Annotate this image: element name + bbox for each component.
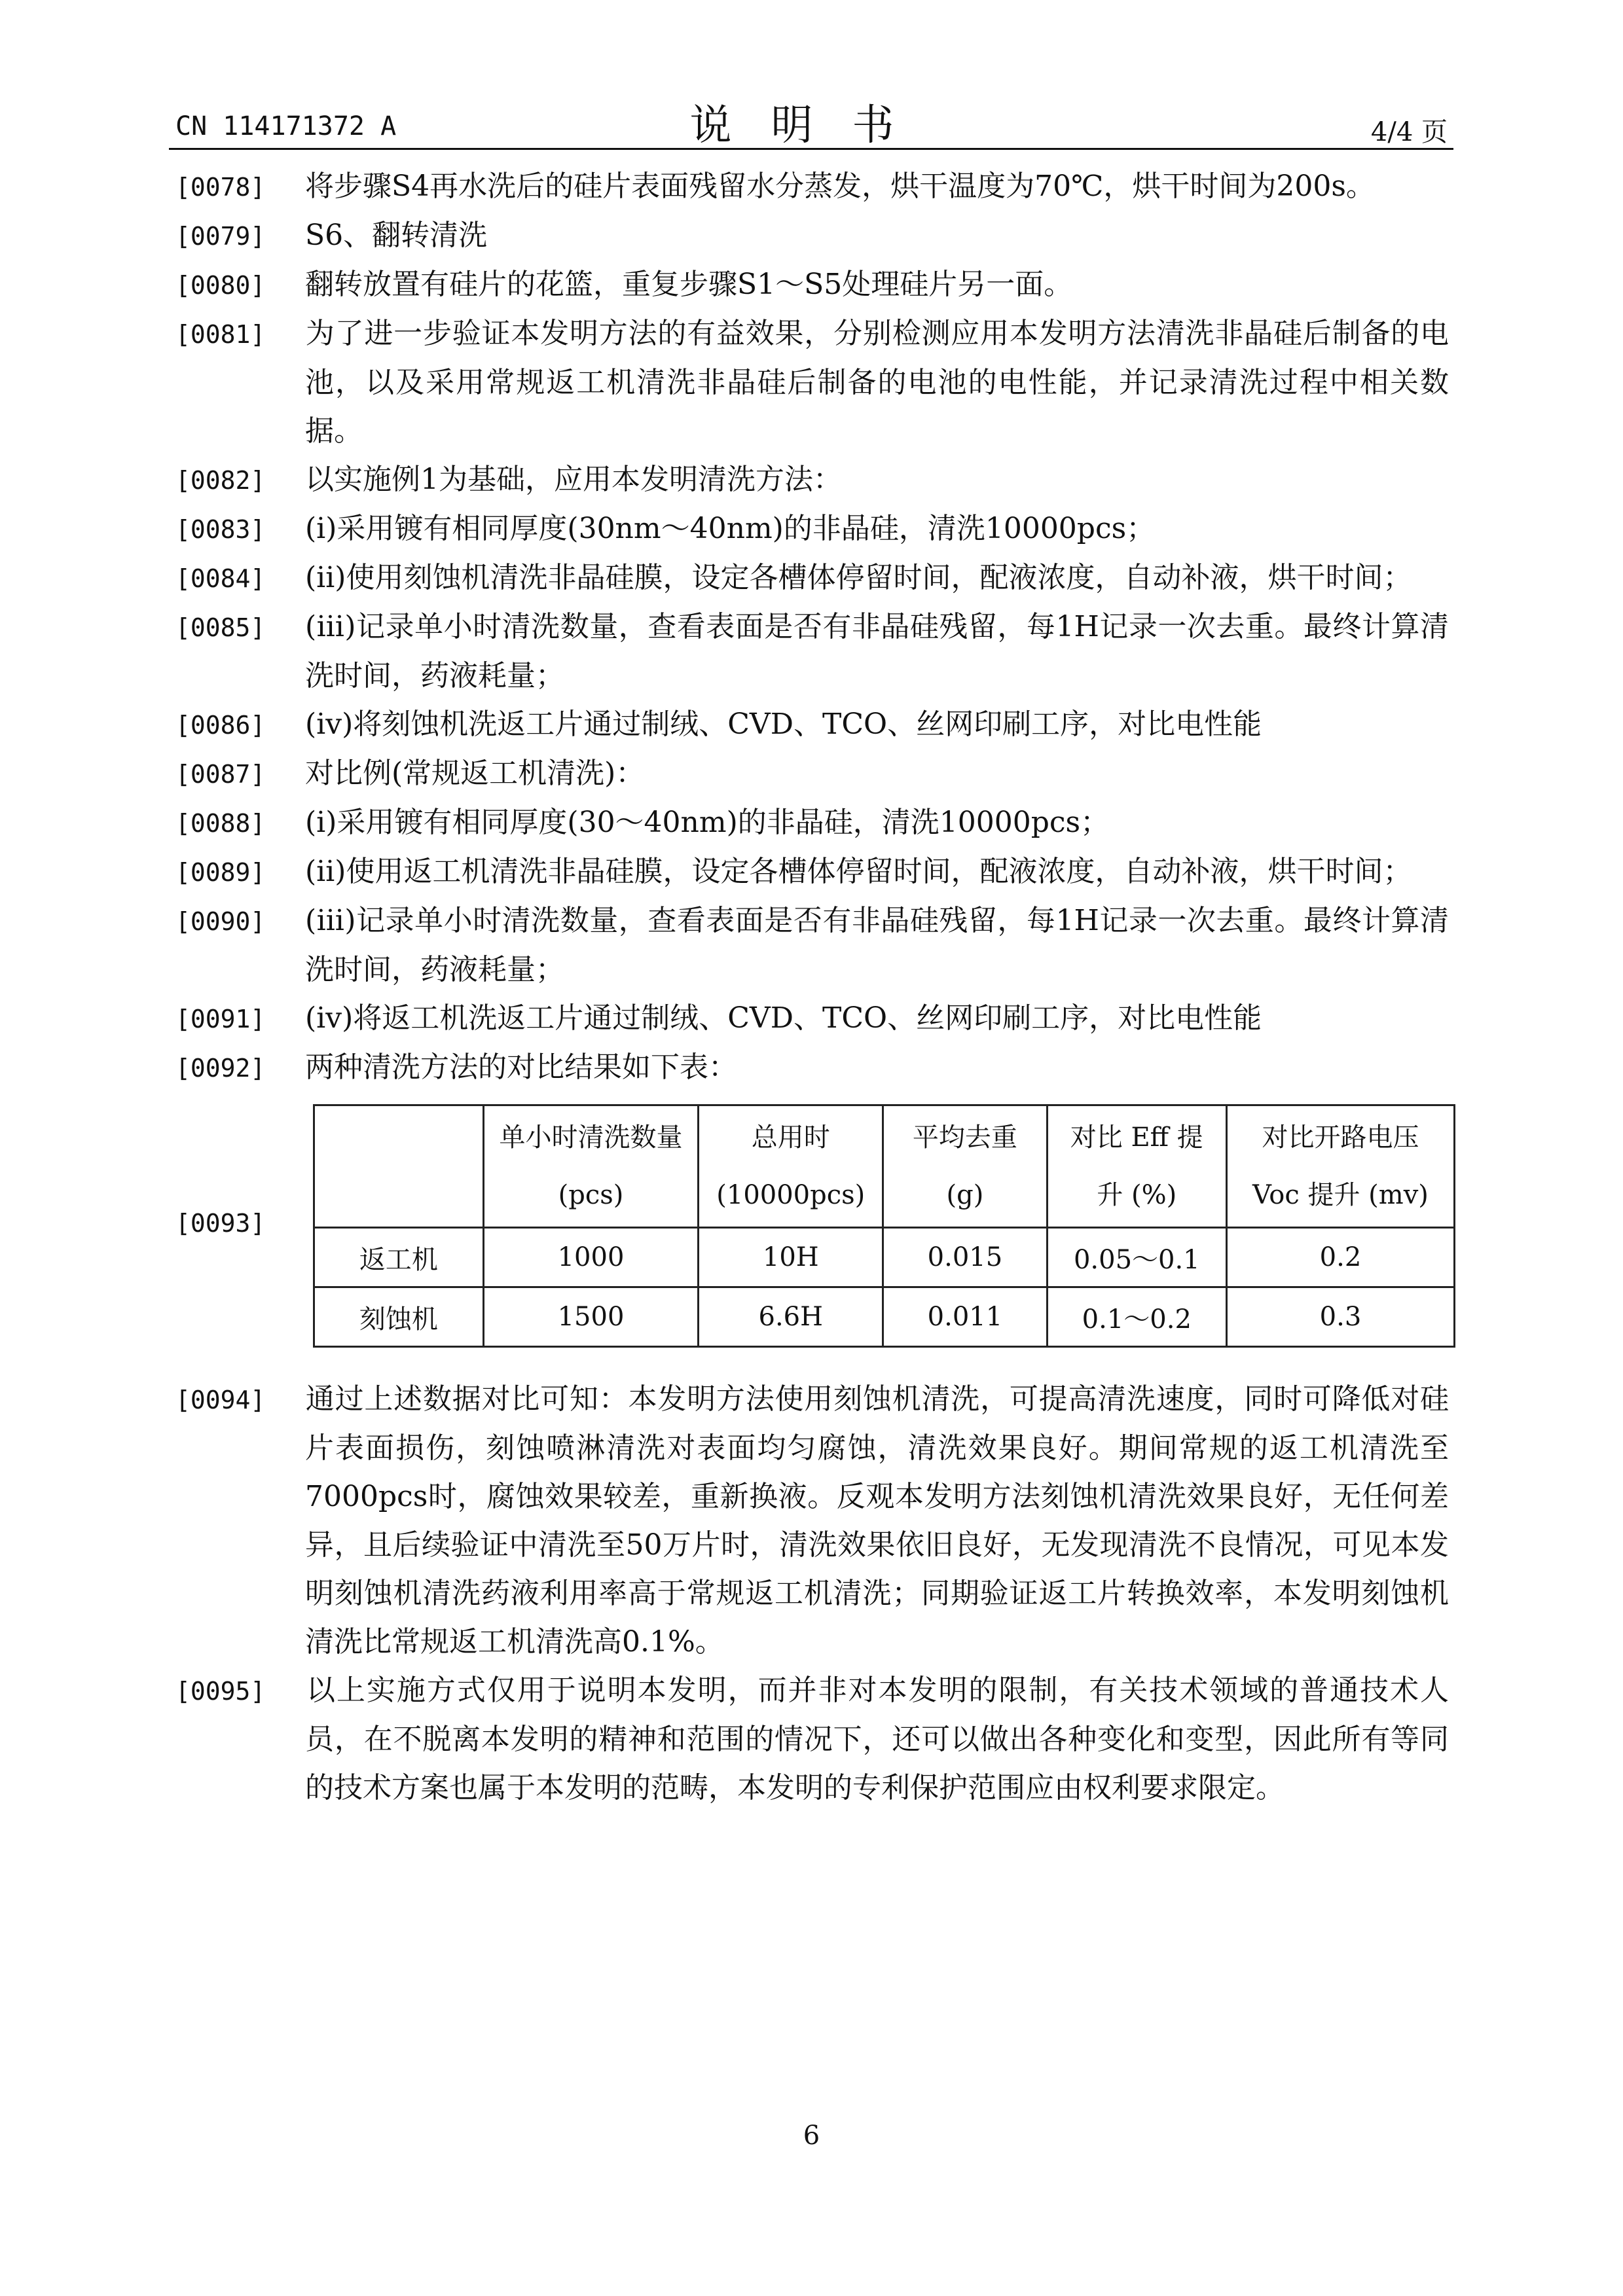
table-header-row: [314, 1105, 1455, 1228]
paragraph-number: [0087]: [175, 760, 266, 789]
table-body: [314, 1228, 1455, 1347]
paragraph: [175, 211, 1449, 260]
table-cell: 6.6H: [699, 1287, 883, 1347]
paragraph-number: [0090]: [175, 907, 266, 936]
table-cell: 0.3: [1226, 1287, 1454, 1347]
header-line: (g): [946, 1180, 984, 1210]
table-cell: 0.015: [883, 1228, 1047, 1287]
paragraph: [175, 162, 1449, 211]
paragraph-text: (ⅰ)采用镀有相同厚度(30～40nm)的非晶硅，清洗10000pcs；: [305, 806, 1110, 839]
row-label-cell: 返工机: [314, 1228, 484, 1287]
paragraph: [175, 1666, 1449, 1812]
paragraph-text: 将步骤S4再水洗后的硅片表面残留水分蒸发，烘干温度为70℃，烘干时间为200s。: [305, 170, 1375, 203]
paragraph-number: [0088]: [175, 809, 266, 838]
paragraph: [175, 456, 1449, 505]
paragraph: [175, 1375, 1449, 1666]
paragraph: [175, 798, 1449, 848]
table-cell: 1500: [483, 1287, 699, 1347]
paragraphs-after-table: [175, 1375, 1449, 1812]
paragraph: [175, 700, 1449, 749]
table-header-cell: [1047, 1105, 1226, 1228]
header-line: 单小时清洗数量: [499, 1122, 683, 1153]
paragraph-number: [0089]: [175, 858, 266, 887]
paragraph-number: [0095]: [175, 1677, 266, 1706]
document-body: [175, 162, 1449, 1812]
table-row: [314, 1228, 1455, 1287]
row-label-cell: 刻蚀机: [314, 1287, 484, 1347]
paragraph-number: [0079]: [175, 222, 266, 251]
paragraph-number: [0084]: [175, 564, 266, 593]
table-cell: 0.011: [883, 1287, 1047, 1347]
table-header-cell: [483, 1105, 699, 1228]
paragraph-text: 以实施例1为基础，应用本发明清洗方法：: [305, 463, 842, 496]
table-cell: 1000: [483, 1228, 699, 1287]
paragraph-text: (ⅲ)记录单小时清洗数量，查看表面是否有非晶硅残留，每1H记录一次去重。最终计算清洗时间，药液耗量；: [305, 904, 1449, 986]
header-line: 升 (%): [1097, 1180, 1177, 1210]
table-header-cell: [699, 1105, 883, 1228]
paragraph-number: [0080]: [175, 271, 266, 300]
paragraph-number: [0078]: [175, 173, 266, 202]
header-divider: [169, 148, 1453, 150]
paragraph-text: (ⅲ)记录单小时清洗数量，查看表面是否有非晶硅残留，每1H记录一次去重。最终计算清洗时间，药液耗量；: [305, 610, 1449, 692]
paragraph: [175, 554, 1449, 603]
page-indicator: 4/4 页: [1370, 117, 1448, 147]
table-cell: 0.1～0.2: [1047, 1287, 1226, 1347]
table-cell: 10H: [699, 1228, 883, 1287]
paragraph-number: [0081]: [175, 320, 266, 349]
paragraph: [175, 310, 1449, 456]
header-line: (10000pcs): [716, 1180, 866, 1210]
table-cell: 0.2: [1226, 1228, 1454, 1287]
paragraph-number: [0086]: [175, 711, 266, 740]
paragraph: [175, 848, 1449, 897]
table-header-cell: [1226, 1105, 1454, 1228]
table-header-cell: [883, 1105, 1047, 1228]
paragraph: [175, 603, 1449, 700]
paragraph: [175, 260, 1449, 310]
paragraph-text: 为了进一步验证本发明方法的有益效果，分别检测应用本发明方法清洗非晶硅后制备的电池，以及采用常规返工机清洗非晶硅后制备的电池的电性能，并记录清洗过程中相关数据。: [305, 317, 1449, 448]
paragraph-text: S6、翻转清洗: [305, 219, 488, 252]
paragraph-text: 对比例(常规返工机清洗)：: [305, 757, 645, 790]
paragraph: [175, 994, 1449, 1043]
paragraph-number: [0094]: [175, 1386, 266, 1414]
paragraph-text: 两种清洗方法的对比结果如下表：: [305, 1050, 737, 1084]
patent-number: CN 114171372 A: [175, 111, 397, 141]
header-line: Voc 提升 (mv): [1252, 1180, 1429, 1210]
page-number: 6: [803, 2121, 820, 2151]
paragraph-text: (ⅳ)将返工机洗返工片通过制绒、CVD、TCO、丝网印刷工序，对比电性能: [305, 1001, 1262, 1035]
paragraph: [175, 897, 1449, 994]
paragraph-text: (ⅱ)使用刻蚀机清洗非晶硅膜，设定各槽体停留时间，配液浓度，自动补液，烘干时间；: [305, 561, 1412, 594]
paragraph: [175, 505, 1449, 554]
paragraph-number: [0082]: [175, 466, 266, 495]
document-title: 说明书: [689, 101, 934, 150]
paragraph-text: (ⅰ)采用镀有相同厚度(30nm～40nm)的非晶硅，清洗10000pcs；: [305, 512, 1156, 545]
paragraph-number: [0091]: [175, 1005, 266, 1033]
table-header-cell: [314, 1105, 484, 1228]
paragraph: [175, 1043, 1449, 1092]
paragraph-number: [0092]: [175, 1054, 266, 1083]
header-line: 平均去重: [912, 1122, 1017, 1153]
paragraph-text: 以上实施方式仅用于说明本发明，而并非对本发明的限制，有关技术领域的普通技术人员，在不脱离本发明的精神和范围的情况下，还可以做出各种变化和变型，因此所有等同的技术方案也属于本发明的范畴，本发明的专利保护范围应由权利要求限定。: [305, 1674, 1449, 1804]
paragraph-text: (ⅳ)将刻蚀机洗返工片通过制绒、CVD、TCO、丝网印刷工序，对比电性能: [305, 708, 1262, 741]
table-paragraph: [175, 1104, 1449, 1363]
paragraph-number: [0093]: [175, 1209, 266, 1238]
header-line: 总用时: [751, 1122, 830, 1153]
page-header: [0, 0, 1623, 151]
comparison-table: [313, 1104, 1455, 1348]
paragraph-text: 翻转放置有硅片的花篮，重复步骤S1～S5处理硅片另一面。: [305, 268, 1073, 301]
paragraph-number: [0085]: [175, 613, 266, 642]
header-line: (pcs): [558, 1180, 624, 1210]
header-line: 对比 Eff 提: [1070, 1122, 1203, 1153]
table-row: [314, 1287, 1455, 1347]
paragraph: [175, 749, 1449, 798]
paragraph-text: 通过上述数据对比可知：本发明方法使用刻蚀机清洗，可提高清洗速度，同时可降低对硅片表面损伤，刻蚀喷淋清洗对表面均匀腐蚀，清洗效果良好。期间常规的返工机清洗至7000pcs时，腐蚀效果较差，重新换液。反观本发明方法刻蚀机清洗效果良好，无任何差异，且后续验证中清洗至50万片时，清洗效果依旧良好，无发现清洗不良情况，可见本发明刻蚀机清洗药液利用率高于常规返工机清洗；同期验证返工片转换效率，本发明刻蚀机清洗比常规返工机清洗高0.1%。: [305, 1382, 1449, 1659]
header-line: 对比开路电压: [1262, 1122, 1419, 1153]
paragraph-number: [0083]: [175, 515, 266, 544]
paragraphs-before-table: [175, 162, 1449, 1092]
table-cell: 0.05～0.1: [1047, 1228, 1226, 1287]
paragraph-text: (ⅱ)使用返工机清洗非晶硅膜，设定各槽体停留时间，配液浓度，自动补液，烘干时间；: [305, 855, 1412, 888]
